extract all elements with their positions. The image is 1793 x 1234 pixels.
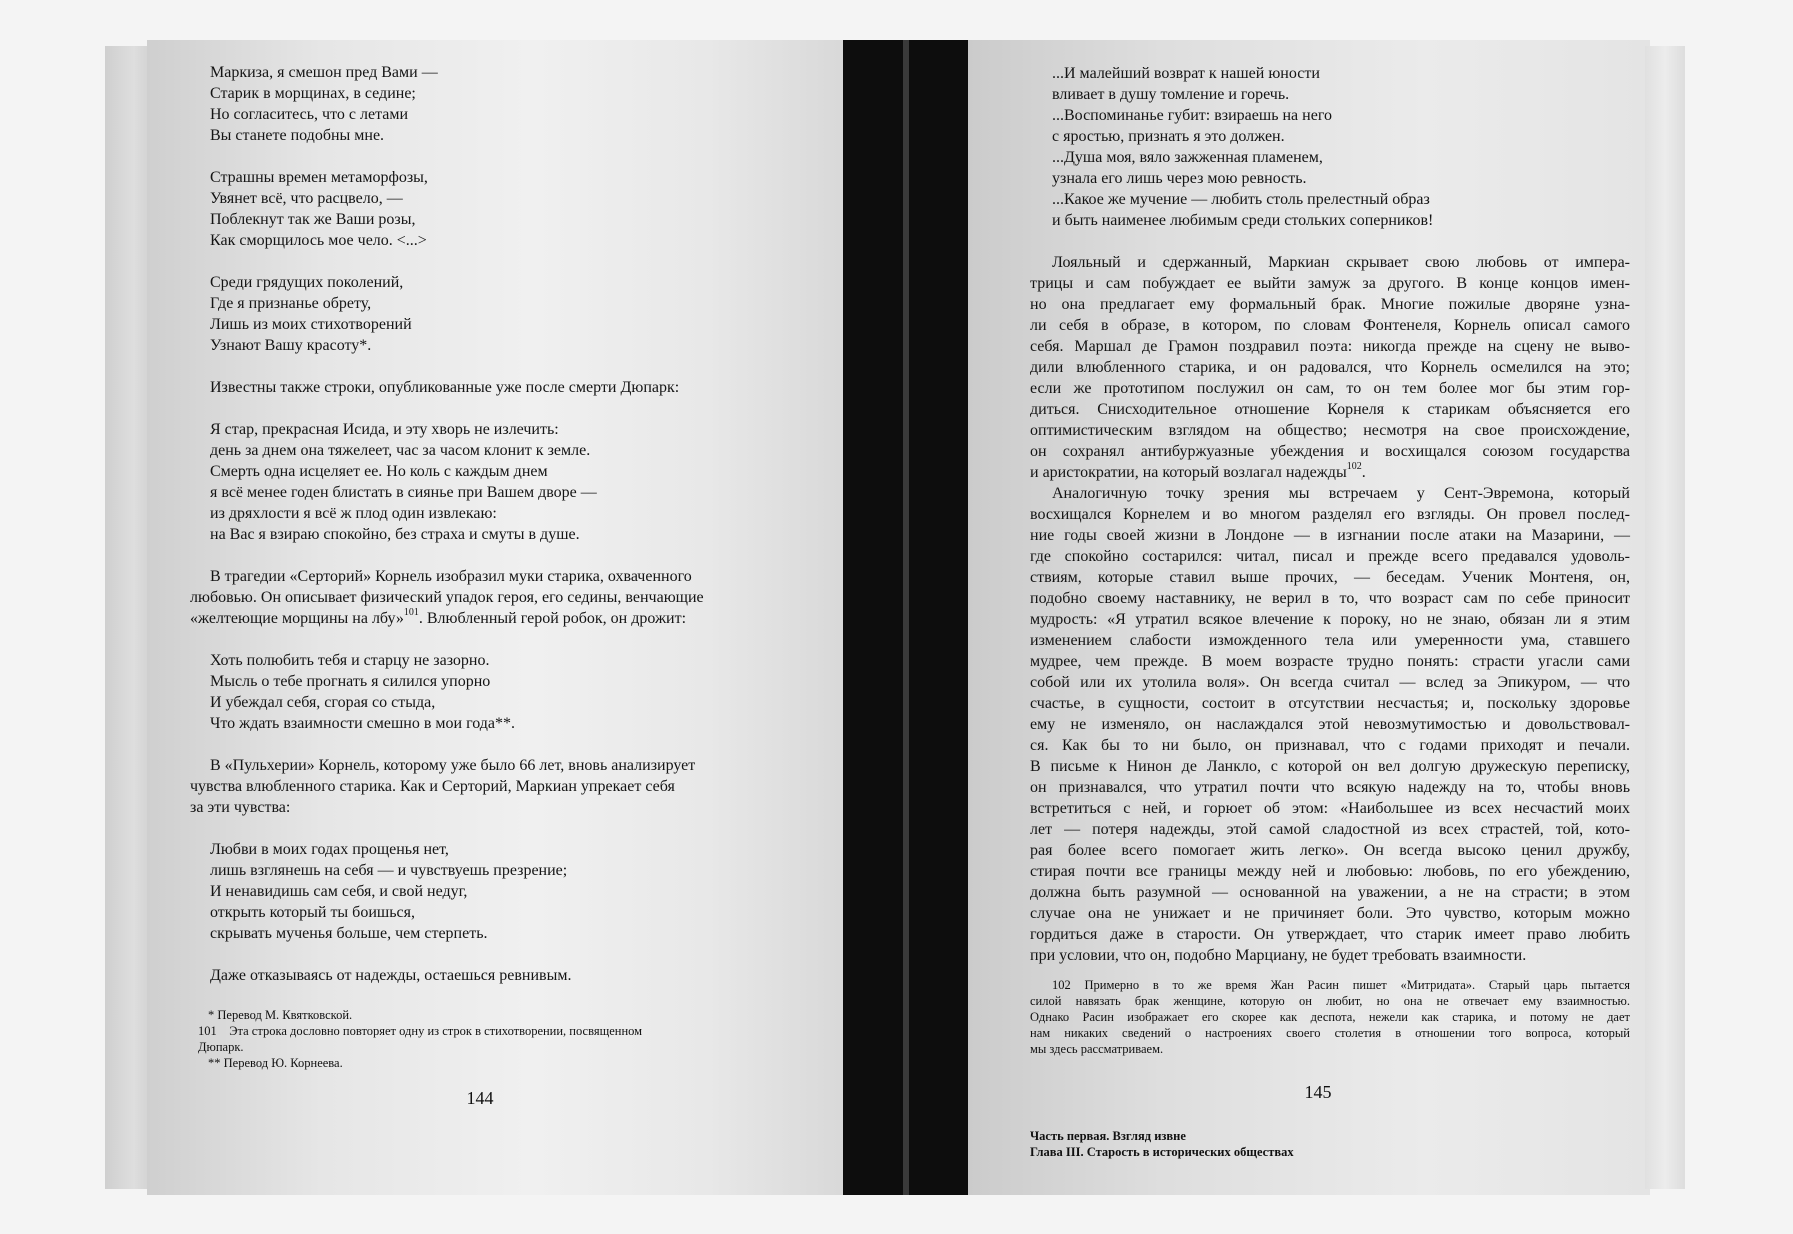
paragraph-saint-evremond	[1030, 483, 1630, 945]
prose-line: лет — потеря надежды, этой самой сладостной из всех страстей, той, кото-	[1030, 821, 1630, 838]
prose-line: мудрее, чем прежде. В моем возрасте трудно понять: страсти угасли сами	[1030, 653, 1630, 670]
prose-line: «желтеющие морщины на лбу»	[190, 610, 404, 627]
verse-line: Хоть полюбить тебя и старцу не зазорно.	[210, 652, 490, 669]
prose-line: где спокойно состарился: читал, писал и прежде всего предавался удоволь-	[1030, 548, 1630, 565]
prose-line: стирая почти все границы между ней и любовью: любовь, по его убеждению,	[1030, 863, 1630, 880]
footnote-line: мы здесь рассматриваем.	[1030, 1042, 1164, 1056]
prose-line: встретиться с ней, и горюет об этом: «Наибольшее из всех несчастий моих	[1030, 800, 1630, 817]
prose-line: В «Пульхерии» Корнель, которому уже было 66 лет, вновь анализирует	[210, 757, 696, 774]
verse-line: И убеждал себя, сгорая со стыда,	[210, 694, 436, 711]
footnote-ref-102[interactable]: 102	[1346, 460, 1362, 472]
prose-line: изменением слабости изможденного тела или умеренности ума, ставшего	[1030, 632, 1630, 649]
verse-line: открыть который ты боишься,	[210, 904, 415, 921]
prose-line: если же прототипом послужил он сам, то он тем более мог бы этим гор-	[1030, 380, 1630, 397]
verse-line: Узнают Вашу красоту*.	[210, 337, 372, 354]
verse-line: Смерть одна исцеляет ее. Но коль с каждым днем	[210, 463, 548, 480]
verse-line: день за днем она тяжелеет, час за часом клонит к земле.	[210, 442, 591, 459]
verse-block-6	[190, 839, 780, 944]
verse-line: узнала его лишь через мою ревность.	[1052, 170, 1307, 187]
prose-line: и аристократии, на который возлагал надежды	[1030, 464, 1347, 481]
prose-line: В трагедии «Серторий» Корнель изобразил муки старика, охваченного	[210, 568, 692, 585]
verse-line: ...Какое же мучение — любить столь прелестный образ	[1052, 191, 1430, 208]
verse-line: из дряхлости я всё ж плод один извлекаю:	[210, 505, 497, 522]
verse-line: Я стар, прекрасная Исида, и эту хворь не излечить:	[210, 421, 559, 438]
prose-line: ли себя в образе, в котором, по словам Фонтенеля, Корнель описал самого	[1030, 317, 1630, 334]
verse-line: Мысль о тебе прогнать я силился упорно	[210, 673, 491, 690]
verse-line: ...Душа моя, вяло зажженная пламенем,	[1052, 149, 1323, 166]
verse-line: Лишь из моих стихотворений	[210, 316, 412, 333]
verse-line: вливает в душу томление и горечь.	[1052, 86, 1290, 103]
verse-block-right	[1030, 63, 1630, 231]
prose-line: восхищался Корнелем и во многом разделял его взгляды. Он провел послед-	[1030, 506, 1630, 523]
verse-block-5	[190, 650, 780, 734]
prose-line: дили влюбленного старика, и он радовался, что Корнель осмелился на это;	[1030, 359, 1630, 376]
verse-line: лишь взглянешь на себя — и чувствуешь презрение;	[210, 862, 568, 879]
verse-line: Страшны времен метаморфозы,	[210, 169, 428, 186]
footnote-ref-101[interactable]: 101	[403, 606, 419, 618]
prose-line: Лояльный и сдержанный, Маркиан скрывает свою любовь от импера-	[1052, 254, 1630, 271]
verse-line: скрывать мученья больше, чем стерпеть.	[210, 925, 488, 942]
footnote-line: * Перевод М. Квятковской.	[208, 1008, 353, 1022]
verse-line: Старик в морщинах, в седине;	[210, 85, 416, 102]
prose-line: ствиям, которые ставил выше прочих, — беседам. Ученик Монтеня, он,	[1030, 569, 1630, 586]
footnote-line: Однако Расин изображает его скорее как деспота, нежели как старика, и потому не дает	[1030, 1010, 1630, 1024]
verse-block-2	[190, 167, 780, 251]
verse-line: я всё менее годен блистать в сиянье при Вашем дворе —	[210, 484, 597, 501]
running-head-part: Часть первая. Взгляд извне	[1030, 1129, 1186, 1143]
prose-line: он признавался, что утратил почти что всякую надежду на то, чтобы вновь	[1030, 779, 1630, 796]
prose-line: при условии, что он, подобно Марциану, не будет требовать взаимности.	[1030, 947, 1527, 964]
verse-line: ...Воспоминанье губит: взираешь на него	[1052, 107, 1332, 124]
prose-line: диться. Снисходительное отношение Корнеля к старикам объясняется его	[1030, 401, 1630, 418]
footnote-line: ** Перевод Ю. Корнеева.	[208, 1056, 343, 1070]
footnote-line: нам никаких сведений о настроениях своего столетия в отношении того вопроса, который	[1030, 1026, 1630, 1040]
prose-line: рая более всего помогает жить легко». Он всегда высоко ценил дружбу,	[1030, 842, 1630, 859]
prose-line: мудрость: «Я утратил всякое влечение к пороку, но не знаю, обязан ли я этим	[1030, 611, 1630, 628]
right-page-text	[1030, 63, 1630, 966]
page-number-left: 144	[466, 1088, 494, 1108]
paragraph-marcian	[1030, 252, 1630, 462]
right-footnotes	[1030, 977, 1630, 1057]
verse-block-1	[190, 62, 780, 146]
prose-line: Известны также строки, опубликованные уже после смерти Дюпарк:	[210, 379, 680, 396]
verse-line: с яростью, признать я это должен.	[1052, 128, 1285, 145]
left-footnotes	[190, 1007, 780, 1071]
prose-line: ние годы своей жизни в Лондоне — в изгнании после атаки на Мазарини, —	[1030, 527, 1630, 544]
prose-line: чувства влюбленного старика. Как и Серторий, Маркиан упрекает себя	[190, 778, 675, 795]
prose-line: ся. Как бы то ни было, он признавал, что с годами приходят и печали.	[1030, 737, 1630, 754]
verse-line: Среди грядущих поколений,	[210, 274, 404, 291]
paragraph-pulcheria	[190, 755, 780, 818]
page-number-right: 145	[1304, 1082, 1332, 1102]
footnote-line: Дюпарк.	[198, 1040, 244, 1054]
prose-line: случае она не унижает и не причиняет боли. Это чувство, которым можно	[1030, 905, 1630, 922]
prose-line: гордиться даже в старости. Он утверждает, что старик имеет право любить	[1030, 926, 1630, 943]
footnote-line: 102 Примерно в то же время Жан Расин пишет «Митридата». Старый царь пытается	[1052, 978, 1630, 992]
footnote-line: силой навязать брак женщине, которую он любит, но она не отвечает ему взаимностью.	[1030, 994, 1630, 1008]
verse-line: Любви в моих годах прощенья нет,	[210, 841, 449, 858]
verse-line: и быть наименее любимым среди стольких соперников!	[1052, 212, 1434, 229]
prose-line: трицы и сам побуждает ее выйти замуж за другого. В конце концов имен-	[1030, 275, 1630, 292]
prose-line: В письме к Нинон де Ланкло, с которой он вел долгую дружескую переписку,	[1030, 758, 1630, 775]
prose-line: ему не изменяло, он наслаждался этой невозмутимостью и довольствовал-	[1030, 716, 1630, 733]
verse-line: Но согласитесь, что с летами	[210, 106, 409, 123]
prose-line: он сохранял антибуржуазные убеждения и восхищался союзом государства	[1030, 443, 1630, 460]
prose-line: счастье, в сущности, состоит в отсутствии несчастья; и, поскольку здоровье	[1030, 695, 1630, 712]
prose-line: но она предлагает ему формальный брак. Многие пожилые дворяне узна-	[1030, 296, 1630, 313]
prose-line: себя. Маршал де Грамон поздравил поэта: никогда прежде на сцену не выво-	[1030, 338, 1630, 355]
page-edges-right	[1645, 46, 1685, 1189]
prose-line: за эти чувства:	[190, 799, 291, 816]
spine-fold	[903, 40, 909, 1195]
verse-block-3	[190, 272, 780, 356]
verse-block-4	[190, 419, 780, 545]
verse-line: Где я признанье обрету,	[210, 295, 372, 312]
footnote-line: 101 Эта строка дословно повторяет одну из строк в стихотворении, посвященном	[198, 1024, 643, 1038]
running-head-chapter: Глава III. Старость в исторических обществах	[1030, 1145, 1294, 1159]
verse-line: Вы станете подобны мне.	[210, 127, 385, 144]
verse-line: Как сморщилось мое чело. <...>	[210, 232, 427, 249]
prose-line: подобно своему наставнику, не верил в то, что возраст сам по себе приносит	[1030, 590, 1630, 607]
page-edges-left	[105, 46, 153, 1189]
paragraph-sertorius	[190, 566, 780, 629]
prose-line: . Влюбленный герой робок, он дрожит:	[418, 610, 687, 627]
verse-line: Что ждать взаимности смешно в мои года**.	[210, 715, 516, 732]
prose-line: оптимистическим взглядом на общество; несмотря на свое происхождение,	[1030, 422, 1630, 439]
prose-line: Аналогичную точку зрения мы встречаем у Сент-Эвремона, который	[1052, 485, 1630, 502]
verse-line: ...И малейший возврат к нашей юности	[1052, 65, 1320, 82]
verse-line: И ненавидишь сам себя, и свой недуг,	[210, 883, 468, 900]
verse-line: Увянет всё, что расцвело, —	[210, 190, 403, 207]
verse-line: Поблекнут так же Ваши розы,	[210, 211, 416, 228]
prose-line: любовью. Он описывает физический упадок героя, его седины, венчающие	[190, 589, 704, 606]
prose-line: должна быть разумной — основанной на уважении, а не на страсти; в этом	[1030, 884, 1630, 901]
running-head	[1030, 1128, 1294, 1160]
left-page-text	[190, 62, 780, 986]
prose-line: .	[1361, 464, 1366, 481]
verse-line: Маркиза, я смешон пред Вами —	[210, 64, 438, 81]
verse-line: Даже отказываясь от надежды, остаешься ревнивым.	[210, 967, 572, 984]
prose-line: собой или их утолила воля». Он всегда считал — вслед за Эпикуром, — что	[1030, 674, 1630, 691]
verse-line: на Вас я взираю спокойно, без страха и смуты в душе.	[210, 526, 580, 543]
